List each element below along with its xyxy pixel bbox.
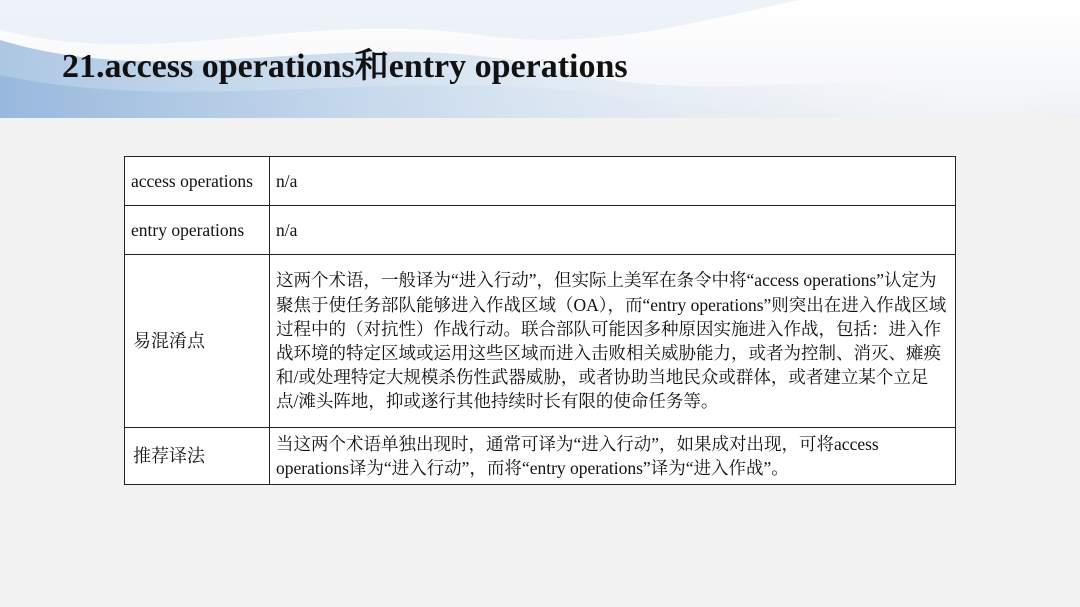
table-row <box>125 428 956 485</box>
table-row <box>125 206 956 255</box>
table-row <box>125 255 956 428</box>
row-label: 推荐译法 <box>125 428 270 485</box>
row-label: 易混淆点 <box>125 255 270 428</box>
row-value: n/a <box>270 206 956 255</box>
row-value: n/a <box>270 157 956 206</box>
row-value: 这两个术语，一般译为“进入行动”，但实际上美军在条令中将“access operations”认定为聚焦于使任务部队能够进入作战区域（OA），而“entry operations”则突出在进入作战区域过程中的（对抗性）作战行动。联合部队可能因多种原因实施进入作战，包括：进入作战环境的特定区域或运用这些区域而进入击败相关威胁能力，或者为控制、消灭、瘫痪和/或处理特定大规模杀伤性武器威胁，或者协助当地民众或群体，或者建立某个立足点/滩头阵地，抑或遂行其他持续时长有限的使命任务等。 <box>270 255 956 428</box>
slide-title: 21.access operations和entry operations <box>62 48 628 85</box>
row-label: access operations <box>125 157 270 206</box>
table-row <box>125 157 956 206</box>
row-value: 当这两个术语单独出现时，通常可译为“进入行动”，如果成对出现，可将access operations译为“进入行动”，而将“entry operations”译为“进入作战”。 <box>270 428 956 485</box>
term-table <box>124 156 956 485</box>
row-label: entry operations <box>125 206 270 255</box>
